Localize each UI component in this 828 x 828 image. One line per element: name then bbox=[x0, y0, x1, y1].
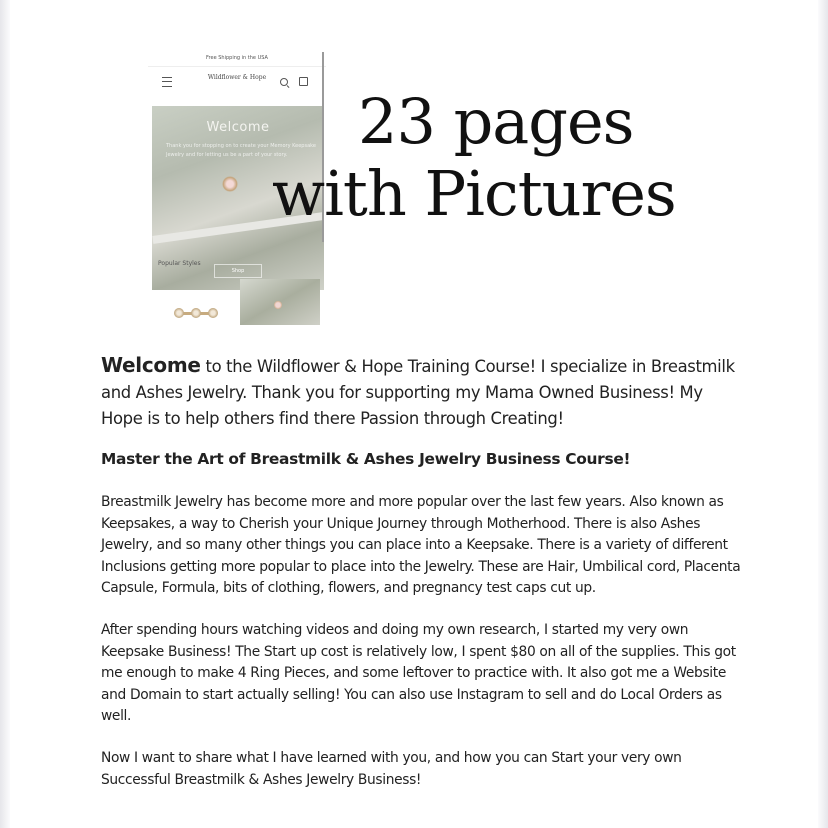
document-body bbox=[101, 352, 741, 791]
cart-icon bbox=[299, 77, 308, 86]
product-ring-image bbox=[174, 306, 218, 320]
ring-gem-right bbox=[208, 308, 218, 318]
shipping-banner: Free Shipping in the USA bbox=[148, 50, 326, 67]
course-heading: Master the Art of Breastmilk & Ashes Jewelry Business Course! bbox=[101, 450, 631, 468]
paragraph-1: Breastmilk Jewelry has become more and more popular over the last few years. Also known as Keepsakes, a way to Cherish your Unique Journey through Motherhood. There is also Ashes Jewelry, and so many other things you can place into a Keepsake. There is a variety of different Inclusions getting more popular to place into the Jewelry. These are Hair, Umbilical cord, Placenta Capsule, Formula, bits of clothing, flowers, and pregnancy test caps cut up. bbox=[101, 494, 741, 597]
popular-styles-label: Popular Styles bbox=[158, 260, 201, 267]
hero-title: Welcome bbox=[206, 120, 270, 135]
hero-shop-button: Shop bbox=[214, 264, 262, 278]
page-edge-right bbox=[818, 0, 828, 828]
store-brand-name: Wildflower & Hope bbox=[207, 74, 267, 81]
hero-ring-image bbox=[222, 176, 238, 192]
ring-gem-center bbox=[191, 308, 201, 318]
hero-text: Thank you for stopping on to create your Memory Keepsake Jewelry and for letting us be a part of your story. bbox=[166, 143, 316, 158]
paragraph-3: Now I want to share what I have learned with you, and how you can Start your very own Successful Breastmilk & Ashes Jewelry Business! bbox=[101, 749, 682, 788]
caption-line-1: 23 pages bbox=[358, 85, 634, 158]
intro-paragraph bbox=[101, 352, 741, 432]
search-icon bbox=[280, 78, 288, 86]
page-edge-left bbox=[0, 0, 10, 828]
page-count-caption bbox=[262, 86, 782, 230]
intro-text: to the Wildflower & Hope Training Course! I specialize in Breastmilk and Ashes Jewelry. Thank you for supporting my Mama Owned Business! My Hope is to help others find there Passion through Creating! bbox=[101, 357, 735, 428]
intro-lead-word: Welcome bbox=[101, 353, 201, 377]
ring-gem-left bbox=[174, 308, 184, 318]
caption-line-2: with Pictures bbox=[272, 157, 676, 230]
paragraph-2: After spending hours watching videos and doing my own research, I started my very own Keepsake Business! The Start up cost is relatively low, I spent $80 on all of the supplies. This got me enough to make 4 Ring Pieces, and some leftover to practice with. It also got me a Website and Domain to start actually selling! You can also use Instagram to sell and do Local Orders as well. bbox=[101, 621, 736, 725]
product-photo-image bbox=[240, 279, 320, 325]
hamburger-menu-icon bbox=[162, 77, 172, 87]
